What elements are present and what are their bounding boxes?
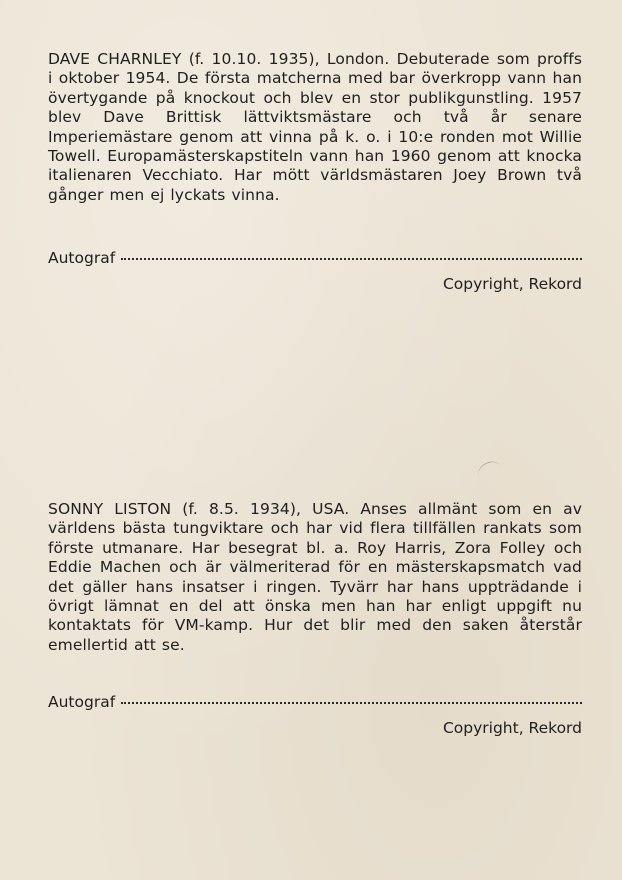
- paper-mark: [475, 458, 505, 485]
- autograph-label: Autograf: [48, 693, 116, 712]
- boxer-bio: SONNY LISTON (f. 8.5. 1934), USA. Anses allmänt som en av världens bästa tungviktare och har vid flera tillfällen rankats som förste utmanare. Har besegrat bl. a. Roy Harris, Zora Folley och Eddie Machen och är välmeriterad för en mästerskapsmatch vad det gäller hans insatser i ringen. Tyvärr har hans uppträdande i övrigt lämnat en del att önska men han har enligt uppgift nu kontaktats för VM-kamp. Hur det blir med den saken återstår emellertid att se.: [48, 500, 582, 654]
- boxer-card-liston: [48, 500, 582, 737]
- boxer-card-charnley: [48, 50, 582, 293]
- autograph-line: [48, 693, 582, 713]
- autograph-dotted-line: [121, 702, 582, 704]
- copyright-notice: Copyright, Rekord: [442, 275, 582, 294]
- copyright-notice: Copyright, Rekord: [442, 719, 582, 738]
- autograph-dotted-line: [121, 258, 582, 260]
- autograph-label: Autograf: [48, 249, 116, 268]
- autograph-line: [48, 249, 582, 269]
- boxer-bio: DAVE CHARNLEY (f. 10.10. 1935), London. Debuterade som proffs i oktober 1954. De första matcherna med bar överkropp vann han övertygande på knockout och blev en stor publikgunstling. 1957 blev Dave Brittisk lättviktsmästare och två år senare Imperiemästare genom att vinna på k. o. i 10:e ronden mot Willie Towell. Europamästerskapstiteln vann han 1960 genom att knocka italienaren Vecchiato. Har mött världsmästaren Joey Brown två gånger men ej lyckats vinna.: [48, 50, 582, 204]
